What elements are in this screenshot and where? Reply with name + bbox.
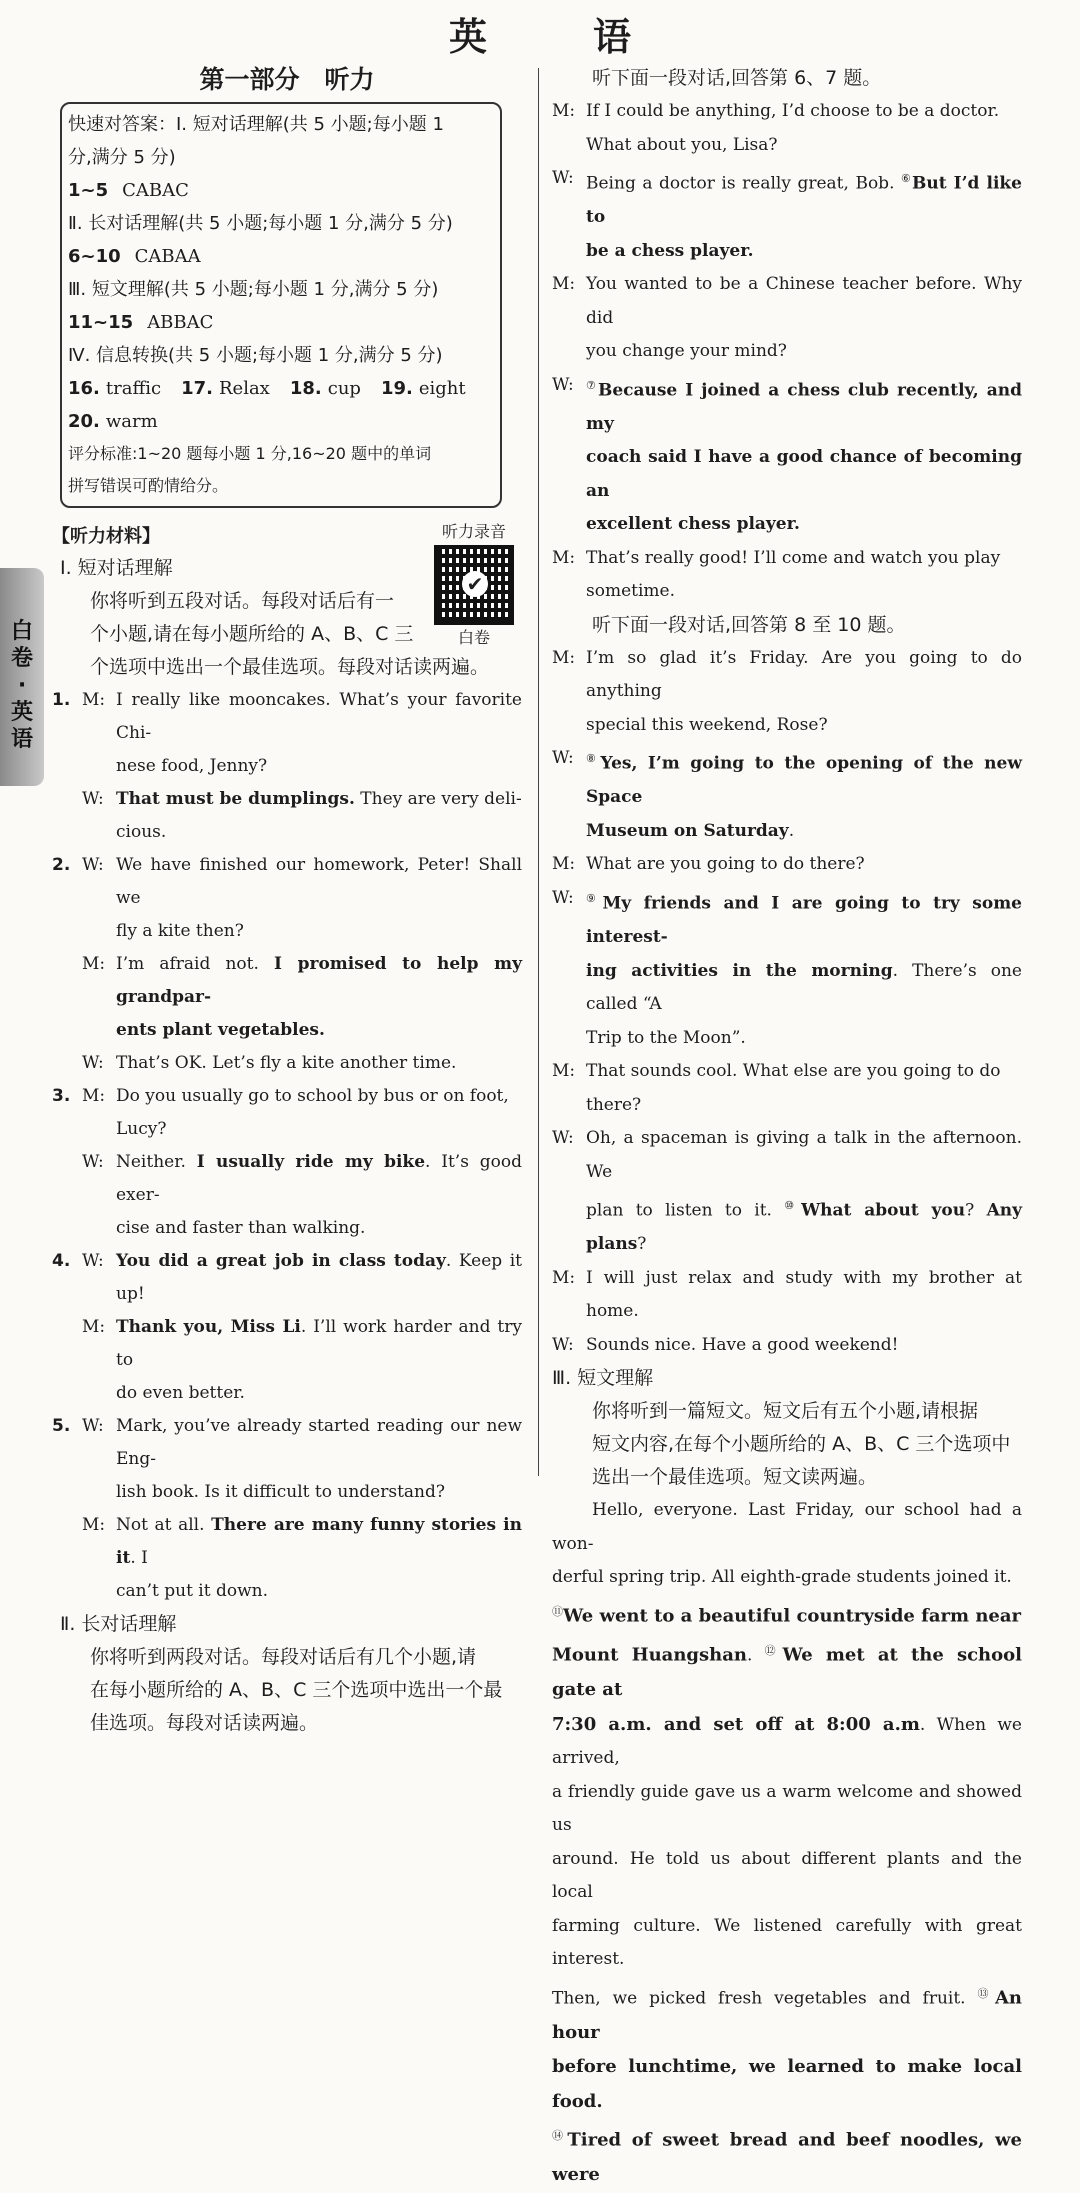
answer-row-1: 1~5 CABAC [68,180,189,201]
side-tab-label: 白卷·英语 [10,619,33,752]
dialogue-line: be a chess player. [586,240,754,261]
dialogue-line: there? [586,1094,642,1115]
question-2-line: fly a kite then? [116,921,244,941]
scoring-rule-cont: 拼写错误可酌情给分。 [68,476,229,495]
dialogue-line: M: I will just relax and study with my brother at home. [552,1267,1022,1322]
passage-line: ⑪We went to a beautiful countryside farm near [552,1604,1022,1627]
fill-19: 19. eight [380,378,466,399]
question-2-reply-cont: ents plant vegetables. [116,1020,325,1040]
question-3-line: Lucy? [116,1119,167,1139]
dialogue-line: Trip to the Moon”. [586,1027,746,1048]
dialogue-line: W: ⑧Yes, I’m going to the opening of the new Space [552,748,1022,808]
passage-line: derful spring trip. All eighth-grade students joined it. [552,1567,1012,1588]
section-1-instructions: 你将听到五段对话。每段对话后有一 个小题,请在每小题所给的 A、B、C 三 个选项中选出一个最佳选项。每段对话读两遍。 [90,590,490,678]
dialogue-line: coach said I have a good chance of becoming an [586,447,1022,501]
side-tab [0,568,44,786]
fill-17: 17. Relax [181,378,270,399]
dialogue-list [52,684,522,1608]
question-5-reply-cont: can’t put it down. [116,1581,269,1601]
right-column [552,62,1022,2193]
left-column [52,60,522,1740]
answer-section-3: Ⅲ. 短文理解(共 5 小题;每小题 1 分,满分 5 分) [68,279,439,300]
dialogue-1-heading: 听下面一段对话,回答第 6、7 题。 [592,67,882,89]
question-4-reply: M: Thank you, Miss Li. I’ll work harder and try to [82,1317,522,1370]
dialogue-line: M: That sounds cool. What else are you going to do [552,1061,1001,1082]
question-5-reply: M: Not at all. There are many funny stories in it. I [82,1515,522,1568]
answer-row-3: 11~15 ABBAC [68,312,214,333]
passage-line: farming culture. We listened carefully with great interest. [552,1915,1022,1970]
dialogue-line: M: I’m so glad it’s Friday. Are you going to do anything [552,647,1022,702]
checkmark-icon: ✔ [462,571,488,597]
fill-20: 20. warm [68,411,158,432]
answer-row-fills-2 [68,405,492,438]
dialogue-line: W: ⑨My friends and I are going to try some interest- [552,887,1022,948]
fill-18: 18. cup [289,378,361,399]
answer-key-box [60,102,502,508]
question-1: 1. M: I really like mooncakes. What’s your favorite Chi- [52,690,522,743]
answer-heading-cont: 分,满分 5 分) [68,147,176,168]
dialogue-line: plan to listen to it. ⑩What about you? Any plans? [586,1199,1022,1255]
question-5: 5. W: Mark, you’ve already started reading our new Eng- [52,1416,522,1469]
passage-line: Hello, everyone. Last Friday, our school had a won- [552,1500,1022,1554]
dialogue-line: special this weekend, Rose? [586,714,828,735]
section-1-title: Ⅰ. 短对话理解 [60,557,173,579]
dialogue-line: you change your mind? [586,341,787,362]
qr-label-top: 听力录音 [441,522,506,541]
qr-label-bottom: 白卷 [457,628,490,647]
question-3-reply-cont: cise and faster than walking. [116,1218,366,1238]
passage-line: 7:30 a.m. and set off at 8:00 a.m. When we arrived, [552,1713,1022,1769]
dialogue-line: W: Oh, a spaceman is giving a talk in the afternoon. We [552,1128,1022,1182]
question-1-reply: W: That must be dumplings. They are very deli- [82,789,522,809]
passage-line: around. He told us about different plants and the local [552,1848,1022,1903]
answer-row-fills [68,372,492,405]
passage-line: a friendly guide gave us a warm welcome and showed us [552,1781,1022,1836]
dialogue-line: W: Sounds nice. Have a good weekend! [552,1334,899,1355]
answer-section-2: Ⅱ. 长对话理解(共 5 小题;每小题 1 分,满分 5 分) [68,213,453,234]
section-3-title: Ⅲ. 短文理解 [552,1367,654,1390]
passage [552,1494,1022,2193]
dialogue-line: W: Being a doctor is really great, Bob. ⑥But I’d like to [552,168,1022,228]
question-2-reply-2: W: That’s OK. Let’s fly a kite another time. [82,1053,457,1073]
dialogue-line: W: ⑦Because I joined a chess club recently, and my [552,374,1022,434]
section-2-title: Ⅱ. 长对话理解 [60,1613,177,1635]
dialogue-line: Museum on Saturday. [586,820,795,841]
column-divider [538,68,539,1476]
fill-16: 16. traffic [68,378,162,399]
dialogue-line: M: What are you going to do there? [552,854,865,875]
answer-heading: 快速对答案：Ⅰ. 短对话理解(共 5 小题;每小题 1 [68,114,444,135]
question-5-line: lish book. Is it difficult to understand? [116,1482,445,1502]
section-2-instructions: 你将听到两段对话。每段对话后有几个小题,请 在每小题所给的 A、B、C 三个选项中选出一个最 佳选项。每段对话读两遍。 [90,1646,503,1734]
dialogue-line: sometime. [586,581,675,602]
materials-heading: 【听力材料】 [52,526,160,547]
question-4-reply-cont: do even better. [116,1383,245,1403]
question-3: 3. M: Do you usually go to school by bus or on foot, [52,1086,509,1106]
dialogue-2-heading: 听下面一段对话,回答第 8 至 10 题。 [592,613,906,636]
question-3-reply: W: Neither. I usually ride my bike. It’s good exer- [82,1152,522,1205]
part-title: 第一部分 听力 [199,65,375,94]
scoring-rule: 评分标准:1~20 题每小题 1 分,16~20 题中的单词 [68,444,432,463]
passage-line: Then, we picked fresh vegetables and fruit. ⑬An hour [552,1986,1022,2043]
page-title: 英 语 [448,15,665,59]
dialogue-line: excellent chess player. [586,514,800,535]
passage-line: Mount Huangshan. ⑫We met at the school gate at [552,1643,1022,1701]
answer-section-4: Ⅳ. 信息转换(共 5 小题;每小题 1 分,满分 5 分) [68,345,443,366]
section-3-instructions: 你将听到一篇短文。短文后有五个小题,请根据 短文内容,在每个小题所给的 A、B、C 三个选项中 选出一个最佳选项。短文读两遍。 [592,1400,1011,1489]
question-2: 2. W: We have finished our homework, Peter! Shall we [52,855,522,908]
question-4: 4. W: You did a great job in class today. Keep it up! [52,1251,522,1304]
qr-code-block[interactable] [426,522,522,648]
qr-code-image[interactable] [434,545,514,625]
passage-line: before lunchtime, we learned to make local food. [552,2056,1022,2112]
question-1-line: nese food, Jenny? [116,756,268,776]
dialogue-line: ing activities in the morning. There’s one called “A [586,960,1022,1015]
dialogue-line: M: You wanted to be a Chinese teacher before. Why did [552,274,1022,328]
question-1-reply-cont: cious. [116,822,167,842]
answer-row-2: 6~10 CABAA [68,246,201,267]
passage-line: ⑭Tired of sweet bread and beef noodles, we were [552,2129,1022,2186]
dialogue-line: What about you, Lisa? [586,134,778,155]
question-2-reply: M: I’m afraid not. I promised to help my grandpar- [82,954,522,1007]
dialogue-line: M: That’s really good! I’ll come and watch you play [552,547,1001,568]
dialogue-line: M: If I could be anything, I’d choose to be a doctor. [552,101,1000,121]
